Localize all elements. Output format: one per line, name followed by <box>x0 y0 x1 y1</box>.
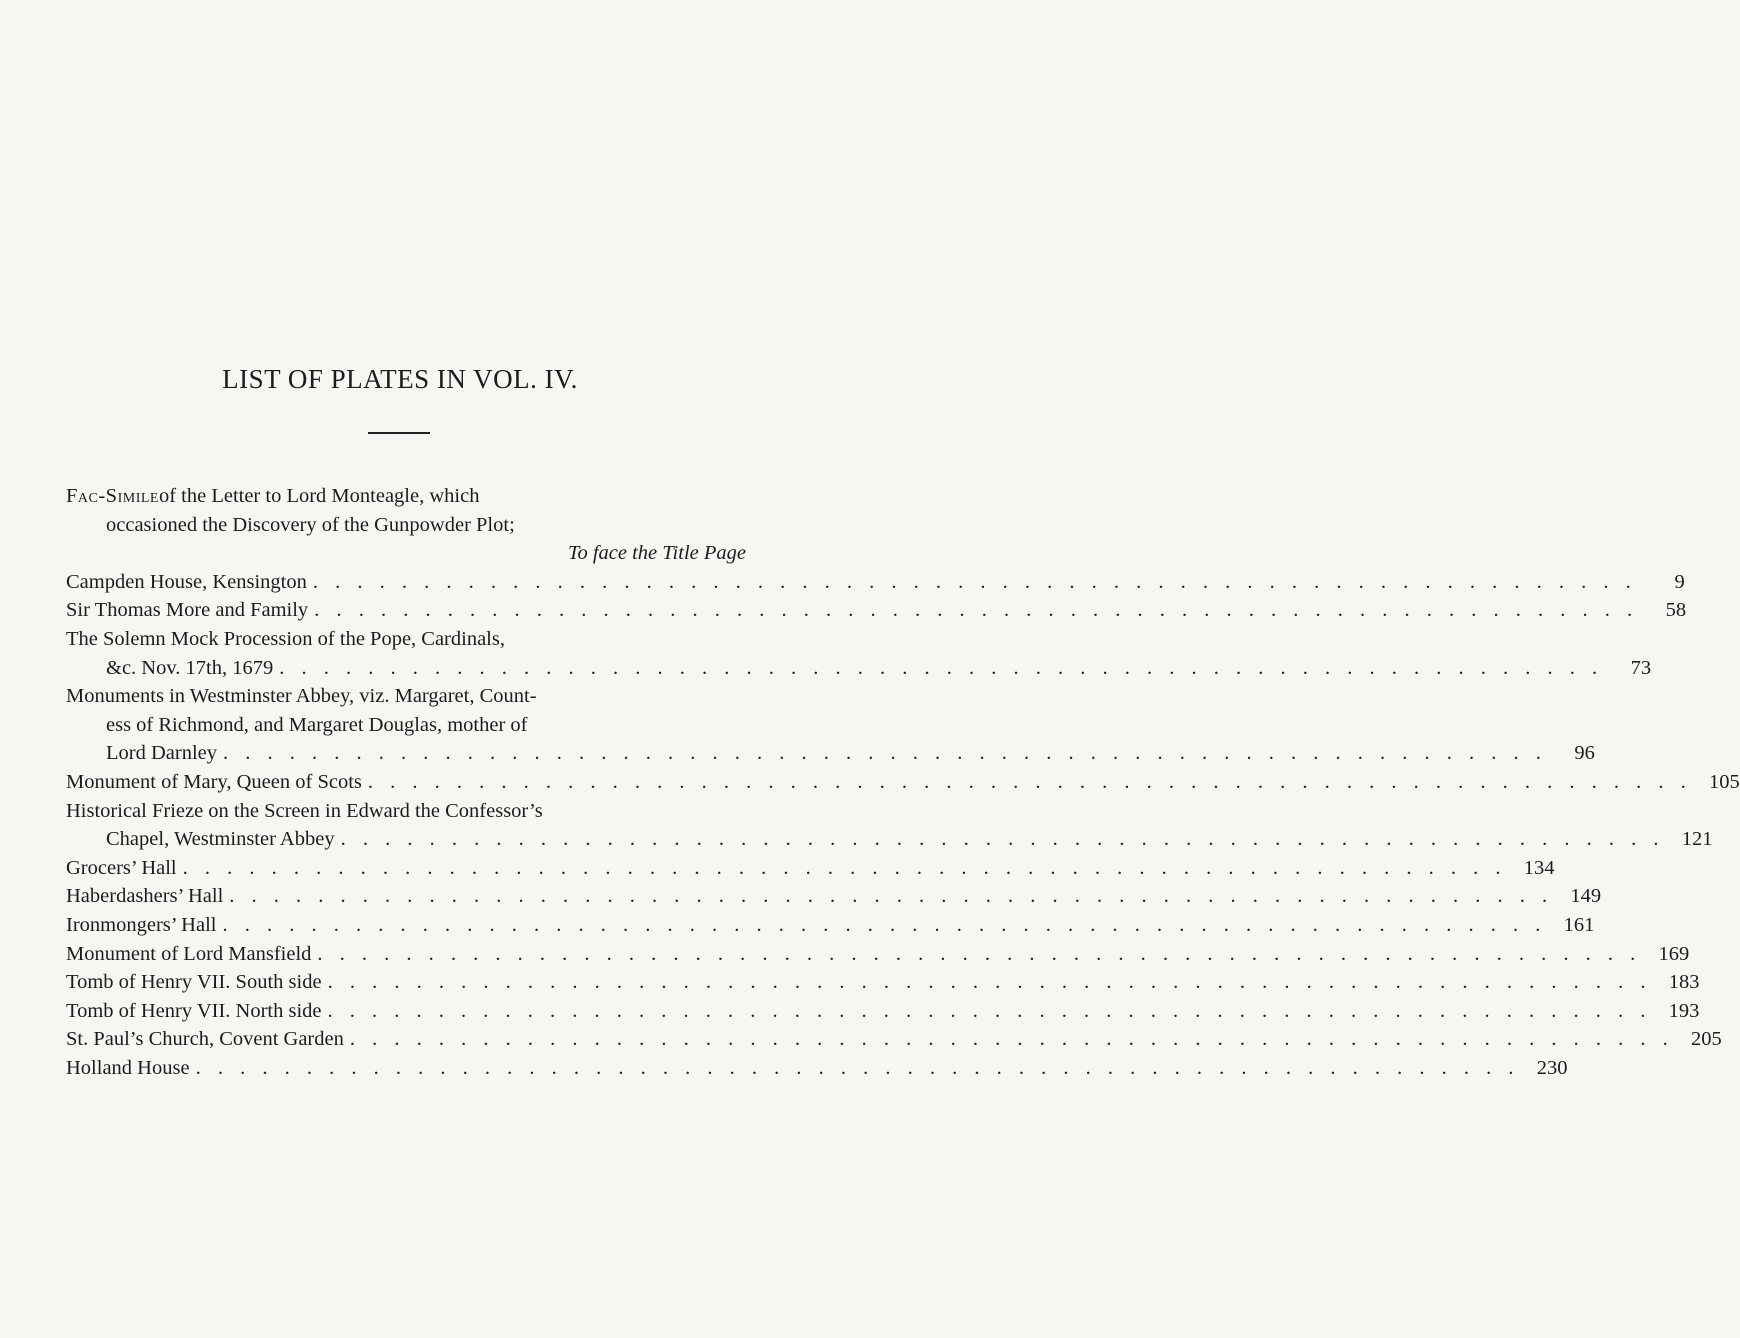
plate-entry <box>66 682 1595 768</box>
intro-text: of the Letter to Lord Monteagle, which <box>158 485 480 507</box>
plate-entry <box>66 1054 1568 1083</box>
plate-title: Ironmongers’ Hall <box>66 913 217 936</box>
leader-dots: . . . . . . . . . . . . . . . . . . . . . . . . . . . . . . . . . . . . . . . . . . . . . . . . . . . . . . . . . . . . <box>223 742 1547 765</box>
page-number: 193 <box>1668 999 1700 1022</box>
intro-line-1 <box>66 482 746 511</box>
plate-title: Lord Darnley <box>106 742 217 765</box>
leader-dots: . . . . . . . . . . . . . . . . . . . . . . . . . . . . . . . . . . . . . . . . . . . . . . . . . . . . . . . . . . . . <box>317 942 1642 965</box>
plate-entry <box>66 1025 1722 1054</box>
intro-line-2: occasioned the Discovery of the Gunpowder Plot; <box>106 513 515 536</box>
leader-dots: . . . . . . . . . . . . . . . . . . . . . . . . . . . . . . . . . . . . . . . . . . . . . . . . . . . . . . . . . . . . <box>312 570 1637 593</box>
plate-entry-line <box>66 968 1700 997</box>
plate-title: St. Paul’s Church, Covent Garden <box>66 1028 344 1051</box>
plate-title: Grocers’ Hall <box>66 856 177 879</box>
page-number: 9 <box>1674 570 1685 593</box>
page-number: 230 <box>1536 1056 1568 1079</box>
leader-dots: . . . . . . . . . . . . . . . . . . . . . . . . . . . . . . . . . . . . . . . . . . . . . . . . . . . . . . . . . . . . <box>349 1028 1674 1051</box>
leader-dots: . . . . . . . . . . . . . . . . . . . . . . . . . . . . . . . . . . . . . . . . . . . . . . . . . . . . . . . . . . . . <box>229 885 1554 908</box>
page-number: 205 <box>1691 1028 1722 1051</box>
plate-title: Campden House, Kensington <box>66 570 307 593</box>
plate-entry <box>66 882 1602 911</box>
plate-entry-line <box>66 682 746 711</box>
plate-entry-line <box>66 568 1685 597</box>
plate-entry-line <box>66 911 1595 940</box>
page-number: 183 <box>1668 971 1700 994</box>
plate-entry-line <box>66 739 1595 768</box>
plate-entries <box>66 568 1740 1083</box>
plate-entry <box>66 568 1685 597</box>
leader-dots: . . . . . . . . . . . . . . . . . . . . . . . . . . . . . . . . . . . . . . . . . . . . . . . . . . . . . . . . . . . . <box>222 913 1547 936</box>
leader-dots: . . . . . . . . . . . . . . . . . . . . . . . . . . . . . . . . . . . . . . . . . . . . . . . . . . . . . . . . . . . . <box>327 999 1652 1022</box>
plate-entry <box>66 854 1555 883</box>
plate-title: Monuments in Westminster Abbey, viz. Margaret, Count- <box>66 685 537 708</box>
intro-line-3: To face the Title Page <box>567 542 746 565</box>
plate-title: Haberdashers’ Hall <box>66 885 224 908</box>
plate-title: Sir Thomas More and Family <box>66 599 309 622</box>
page-number: 169 <box>1658 942 1690 965</box>
page-number: 96 <box>1574 742 1595 765</box>
leader-dots: . . . . . . . . . . . . . . . . . . . . . . . . . . . . . . . . . . . . . . . . . . . . . . . . . . . . . . . . . . . . <box>340 828 1665 851</box>
intro-lead: Fac-Simile <box>66 485 159 507</box>
leader-dots: . . . . . . . . . . . . . . . . . . . . . . . . . . . . . . . . . . . . . . . . . . . . . . . . . . . . . . . . . . . . <box>367 770 1692 793</box>
plate-entry-line <box>66 882 1602 911</box>
plate-title: Tomb of Henry VII. South side <box>66 971 322 994</box>
leader-dots: . . . . . . . . . . . . . . . . . . . . . . . . . . . . . . . . . . . . . . . . . . . . . . . . . . . . . . . . . . . . <box>195 1056 1520 1079</box>
plate-entry <box>66 596 1687 625</box>
plate-title: Monument of Lord Mansfield <box>66 942 312 965</box>
plate-title: &c. Nov. 17th, 1679 <box>106 656 274 679</box>
plate-entry <box>66 997 1700 1026</box>
page-number: 105 <box>1709 770 1740 793</box>
title-rule <box>368 432 430 434</box>
plate-entry <box>66 940 1690 969</box>
leader-dots: . . . . . . . . . . . . . . . . . . . . . . . . . . . . . . . . . . . . . . . . . . . . . . . . . . . . . . . . . . . . <box>279 656 1604 679</box>
plate-entry-line <box>66 854 1555 883</box>
plate-title: The Solemn Mock Procession of the Pope, Cardinals, <box>66 627 505 650</box>
plate-entry-line <box>66 825 1713 854</box>
leader-dots: . . . . . . . . . . . . . . . . . . . . . . . . . . . . . . . . . . . . . . . . . . . . . . . . . . . . . . . . . . . . <box>314 599 1639 622</box>
plate-entry <box>66 768 1740 797</box>
plate-entry <box>66 968 1700 997</box>
leader-dots: . . . . . . . . . . . . . . . . . . . . . . . . . . . . . . . . . . . . . . . . . . . . . . . . . . . . . . . . . . . . <box>182 856 1507 879</box>
plate-entry-line <box>66 768 1740 797</box>
plate-title: Holland House <box>66 1056 190 1079</box>
plate-entry-line <box>66 625 746 654</box>
plate-title: Chapel, Westminster Abbey <box>106 828 335 851</box>
plate-entry <box>66 911 1595 940</box>
plate-entry-line <box>66 711 746 740</box>
plates-list <box>66 482 1740 1082</box>
plate-entry-line <box>66 596 1687 625</box>
plate-title: Historical Frieze on the Screen in Edward the Confessor’s <box>66 799 543 822</box>
plate-entry-line <box>66 1025 1722 1054</box>
page-number: 134 <box>1523 856 1555 879</box>
plate-entry-line <box>66 654 1652 683</box>
page-number: 149 <box>1570 885 1602 908</box>
plate-title: Tomb of Henry VII. North side <box>66 999 322 1022</box>
page-number: 58 <box>1665 599 1687 622</box>
page-number: 161 <box>1563 913 1595 936</box>
plate-entry-line <box>66 797 746 826</box>
plate-entry <box>66 625 1652 682</box>
plate-title: Monument of Mary, Queen of Scots <box>66 770 362 793</box>
page-number: 121 <box>1681 828 1713 851</box>
plate-entry-line <box>66 997 1700 1026</box>
plate-entry-line <box>66 1054 1568 1083</box>
plate-entry <box>66 797 1713 854</box>
plate-entry-line <box>66 940 1690 969</box>
plate-title: ess of Richmond, and Margaret Douglas, mother of <box>106 713 528 736</box>
page-number: 73 <box>1630 656 1652 679</box>
page-title: LIST OF PLATES IN VOL. IV. <box>222 364 578 394</box>
leader-dots: . . . . . . . . . . . . . . . . . . . . . . . . . . . . . . . . . . . . . . . . . . . . . . . . . . . . . . . . . . . . <box>327 971 1652 994</box>
